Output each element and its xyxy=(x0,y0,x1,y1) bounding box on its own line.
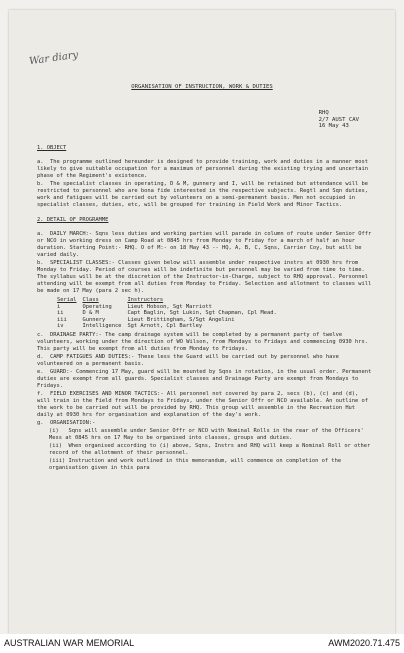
table-cell: Lieut Hobson, Sgt Marriott xyxy=(127,303,212,310)
org-item: (ii) When organised according to (i) above, Sqns, Instrs and RHQ will keep a Nominal Roll or other record of the allotment of their personnel. xyxy=(49,442,374,456)
table-row xyxy=(57,310,283,317)
paragraph-2d: d. CAMP FATIGUES AND DUTIES:- These less the Guard will be carried out by personnel who have volunteered on a permanent basis. xyxy=(37,353,343,367)
table-cell: Gunnery xyxy=(82,316,106,323)
ref-line: 16 May 43 xyxy=(318,123,349,129)
document-body xyxy=(37,145,373,473)
table-cell: iv xyxy=(57,323,64,330)
table-row xyxy=(57,317,283,324)
archive-footer xyxy=(0,634,404,653)
paragraph-1a: a. The programme outlined hereunder is designed to provide training, work and duties in a manner most likely to give suitable occupation for a maximum of personnel during the existing trying and uncertain phase of the Regiment's existence. xyxy=(37,159,372,179)
org-item: (i) Sqns will assemble under Senior Offr or NCO with Nominal Rolls in the rear of the Officers' Mess at 0845 hrs on 17 May to be organised into classes, groups and duties. xyxy=(49,427,368,441)
table-header: Class xyxy=(82,297,99,303)
table-cell: D & M xyxy=(82,310,99,317)
table-row xyxy=(57,323,283,330)
table-header: Serial xyxy=(57,297,77,303)
paragraph-1b: b. The specialist classes in operating, D & M, gunnery and I, will be retained but attendance will be restricted to personnel who are bona fide interested in the respective subjects. Regtl and Sqn duties, work and fatigues will be carried out by volunteers on a semi-permanent basis. Men not occupied in specialist classes, duties, etc, will be grouped for training in Field Work and Minor Tactics. xyxy=(37,181,372,208)
ref-line: RHQ xyxy=(318,110,329,116)
table-cell: Intelligence xyxy=(82,323,122,330)
table-header: Instructors xyxy=(127,297,164,303)
table-cell: Lieut Brittingham, S/Sgt Angelini xyxy=(127,316,235,323)
table-cell: Sgt Arnott, Cpl Bartley xyxy=(127,323,203,330)
paragraph-2b: b. SPECIALIST CLASSES:- Classes given below will assemble under respective instrs at 0930 hrs from Monday to Friday. Period of courses will be indefinite but personnel may be varied from time to time. The syllabus will be at the discretion of the Instructor-in-Charge, subject to RHQ approval. Personnel attending will be exempt from all duties from Monday to Friday. Selection and allotment to classes will be made on 17 May (para 2 sec h). xyxy=(37,260,375,294)
section-heading-programme: 2. DETAIL OF PROGRAMME xyxy=(37,217,109,223)
section-heading-object: 1. OBJECT xyxy=(37,145,67,151)
table-cell: Capt Baglin, Sgt Lukin, Sgt Chapman, Cpl Mead. xyxy=(127,310,277,317)
footer-accession-number: AWM2020.71.475 xyxy=(328,638,400,648)
table-cell: Operating xyxy=(82,303,112,310)
ref-line: 2/7 AUST CAV xyxy=(318,116,359,123)
table-cell: iii xyxy=(57,316,67,323)
handwritten-annotation: War diary xyxy=(28,49,79,68)
paragraph-2c: c. DRAINAGE PARTY:- The camp drainage system will be completed by a permanent party of twelve volunteers, working under the direction of WO Wilson, from Mondays to Fridays and commencing 0930 hrs. This party will be exempt from all duties from Monday to Fridays. xyxy=(37,331,372,352)
paragraph-2a: a. DAILY MARCH:- Sqns less duties and working parties will parade in column of route under Senior Offr or NCO in working dress on Camp Road at 0845 hrs from Monday to Friday for a march of half an hour duration. Starting Point:- RHQ. O of M:- on 18 May 43 -- HQ, A, B, C, Sqns, Carrier Coy, but will be varied daily. xyxy=(37,231,375,258)
paragraph-2g: g. ORGANISATION:- xyxy=(37,419,96,426)
paragraph-2e: e. GUARD:- Commencing 17 May, guard will be mounted by Sqns in rotation, in the usual order. Permanent duties are exempt from all guards. Specialist classes and Drainage Party are exempt from Mondays to Fridays. xyxy=(37,368,375,389)
footer-source: AUSTRALIAN WAR MEMORIAL xyxy=(4,638,135,648)
table-cell: ii xyxy=(57,310,64,317)
org-item: (iii) Instruction and work outlined in this memorandum, will commence on completion of the organisation given in this para xyxy=(49,457,345,471)
document-page xyxy=(9,10,395,634)
table-row xyxy=(57,304,283,311)
reference-block xyxy=(319,110,359,130)
table-cell: i xyxy=(57,303,61,310)
paragraph-2f: f. FIELD EXERCISES AND MINOR TACTICS:- All personnel not covered by para 2, secs (b), (c) and (d), will train in the Field from Mondays to Fridays, under the Senior Offr or NCO available. An outline of the work to be carried out will be provided by RHQ. This group will assemble in the Recreation Hut daily at 0930 hrs for organisation and explanation of the day's work. xyxy=(37,390,372,418)
classes-table xyxy=(57,297,283,330)
document-title: ORGANISATION OF INSTRUCTION, WORK & DUTIES xyxy=(131,84,273,90)
